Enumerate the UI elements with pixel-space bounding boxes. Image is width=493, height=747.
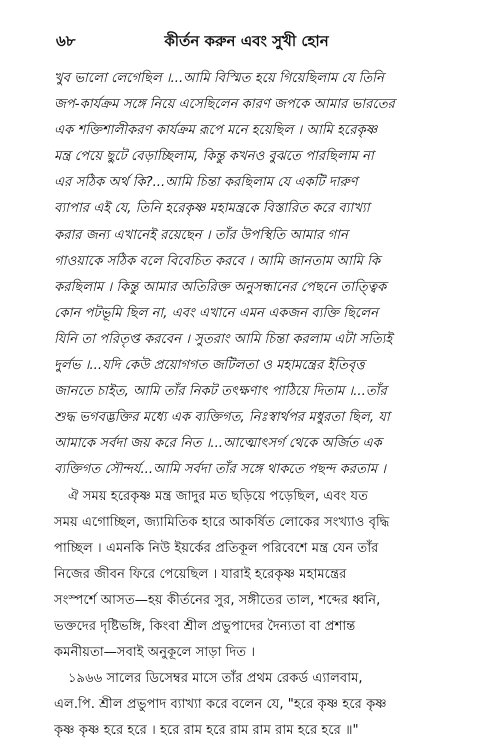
quote-line: কোন পটভূমি ছিল না, এবং এখানে এমন একজন ব্যক্তি ছিলেন: [54, 305, 378, 321]
quote-line: এর সঠিক অর্থ কি?...আমি চিন্তা করছিলাম যে একটি দারুণ: [54, 175, 358, 191]
quote-line: এক শক্তিশালীকরণ কার্যক্রম রূপে মনে হয়েছিল । আমি হরেকৃষ্ণ: [54, 123, 378, 139]
paragraph-line: এল.পি. শ্রীল প্রভুপাদ ব্যাখ্যা করে বলেন যে, "হরে কৃষ্ণ হরে কৃষ্ণ: [54, 697, 387, 713]
quote-line: খুব ভালো লেগেছিল ।...আমি বিস্মিত হয়ে গিয়েছিলাম যে তিনি: [54, 71, 384, 86]
quote-line: শুদ্ধ ভগবদ্ভক্তির মধ্যে এক ব্যক্তিগত, নিঃস্বার্থপর মধুরতা ছিল, যা: [54, 410, 390, 426]
quote-line: আমাকে সর্বদা জয় করে নিত ।...আত্মোৎসর্গ থেকে অর্জিত এক: [54, 436, 382, 452]
page-number: ৬৮: [56, 32, 76, 50]
paragraph-line: ঐ সময় হরেকৃষ্ণ মন্ত্র জাদুর মত ছড়িয়ে পড়েছিল, এবং যত: [68, 488, 369, 504]
quote-line: জপ-কার্যক্রম সঙ্গে নিয়ে এসেছিলেন কারণ জপকে আমার ভারতের: [54, 97, 395, 113]
running-title: কীর্তন করুন এবং সুখী হোন: [164, 32, 329, 50]
quote-line: যিনি তা পরিতৃপ্ত করবেন । সুতরাং আমি চিন্তা করলাম এটা সত্যিই: [54, 331, 393, 347]
quoted-testimony: [54, 66, 458, 484]
paragraph-line: সংস্পর্শে আসত—হয় কীর্তনের সুর, সঙ্গীতের তাল, শব্দের ধ্বনি,: [54, 592, 381, 608]
page-header: [0, 30, 493, 56]
quote-line: গাওয়াকে সঠিক বলে বিবেচিত করবে । আমি জানতাম আমি কি: [54, 253, 381, 269]
paragraph-line: পাচ্ছিল । এমনকি নিউ ইয়র্কের প্রতিকূল পরিবেশে মন্ত্র যেন তাঁর: [54, 540, 379, 556]
quote-line: ব্যক্তিগত সৌন্দর্য...আমি সর্বদা তাঁর সঙ্গে থাকতে পছন্দ করতাম ।: [54, 462, 386, 478]
paragraph-record-album: [54, 666, 458, 744]
quote-line: মন্ত্র পেয়ে ছুটে বেড়াচ্ছিলাম, কিন্তু কখনও বুঝতে পারছিলাম না: [54, 149, 374, 165]
quote-line: করছিলাম । কিন্তু আমার অতিরিক্ত অনুসন্ধানের পেছনে তাত্ত্বিক: [54, 279, 387, 295]
paragraph-mantra-spread: [54, 484, 458, 667]
body-text: [54, 66, 458, 744]
quote-line: ব্যাপার এই যে, তিনি হরেকৃষ্ণ মহামন্ত্রকে বিস্তারিত করে ব্যাখ্যা: [54, 201, 370, 217]
quote-line: দুর্লভ ।...যদি কেউ প্রয়োগগত জটিলতা ও মহামন্ত্রের ইতিবৃত্ত: [54, 358, 365, 374]
paragraph-line: ভক্তদের দৃষ্টিভঙ্গি, কিংবা শ্রীল প্রভুপাদের দৈন্যতা বা প্রশান্ত: [54, 618, 356, 634]
paragraph-line: নিজের জীবন ফিরে পেয়েছিল । যারাই হরেকৃষ্ণ মহামন্ত্রের: [54, 566, 347, 582]
quote-line: করার জন্য এখানেই রয়েছেন । তাঁর উপস্থিতি আমার গান: [54, 227, 348, 243]
quote-line: জানতে চাইত, আমি তাঁর নিকট তৎক্ষণাৎ পাঠিয়ে দিতাম ।...তাঁর: [54, 384, 387, 400]
paragraph-line: কমনীয়তা—সবাই অনুকূলে সাড়া দিত ।: [54, 645, 256, 661]
paragraph-line: সময় এগোচ্ছিল, জ্যামিতিক হারে আকর্ষিত লোকের সংখ্যাও বৃদ্ধি: [54, 514, 390, 530]
paragraph-line: কৃষ্ণ কৃষ্ণ হরে হরে । হরে রাম হরে রাম রাম রাম হরে হরে ॥": [54, 723, 359, 739]
paragraph-line: ১৯৬৬ সালের ডিসেম্বর মাসে তাঁর প্রথম রেকর্ড এ্যালবাম,: [68, 671, 363, 687]
